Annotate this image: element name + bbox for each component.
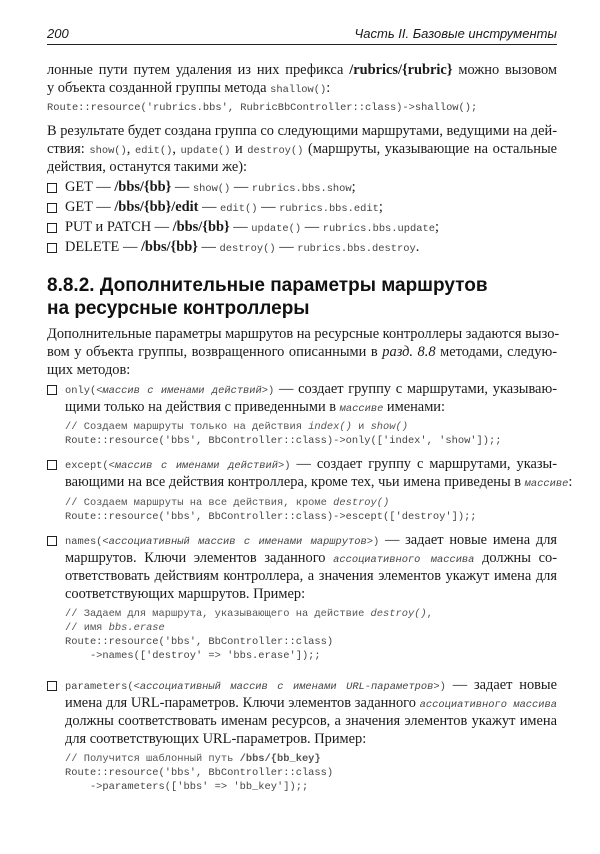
running-header xyxy=(47,24,557,45)
except-code: Route::resource('bbs', BbController::class)->escept(['destroy']);; xyxy=(65,511,477,523)
parameters-code-line-1: Route::resource('bbs', BbController::class) xyxy=(65,767,334,779)
checkbox-bullet-icon xyxy=(47,243,57,253)
except-code-comment: // Создаем маршруты на все действия, кроме destroy() xyxy=(65,497,390,509)
only-desc-line-2: щими только на действия с приведенными в массиве именами: xyxy=(65,399,445,415)
only-code-comment: // Создаем маршруты только на действия index() и show() xyxy=(65,421,408,433)
parameters-code-line-2: ->parameters(['bbs' => 'bb_key']);; xyxy=(65,781,309,793)
checkbox-bullet-icon xyxy=(47,223,57,233)
names-desc-line-4: соответствующих маршрутов. Пример: xyxy=(65,586,306,602)
checkbox-bullet-icon xyxy=(47,460,57,470)
section-para-3: щих методов: xyxy=(47,362,131,378)
names-code-comment-2: // имя bbs.erase xyxy=(65,622,165,634)
route-item: GET — /bbs/{bb}/edit — edit() — rubrics.bbs.edit; xyxy=(65,199,383,215)
section-para-1: Дополнительные параметры маршрутов на ресурсные контроллеры задаются вызо- xyxy=(47,326,560,342)
section-heading-line-2: на ресурсные контроллеры xyxy=(47,298,310,319)
parameters-code-comment: // Получится шаблонный путь /bbs/{bb_key} xyxy=(65,753,321,765)
names-desc-line-2: маршрутов. Ключи элементов заданного ассоциативного массива должны со- xyxy=(65,550,557,566)
checkbox-bullet-icon xyxy=(47,536,57,546)
code-shallow: Route::resource('rubrics.bbs', RubricBbController::class)->shallow(); xyxy=(47,102,478,114)
checkbox-bullet-icon xyxy=(47,681,57,691)
route-item: PUT и PATCH — /bbs/{bb} — update() — rubrics.bbs.update; xyxy=(65,219,439,235)
names-code-line-2: ->names(['destroy' => 'bbs.erase']);; xyxy=(65,650,321,662)
names-code-line-1: Route::resource('bbs', BbController::class) xyxy=(65,636,334,648)
parameters-desc-line-3: должны соответствовать именам ресурсов, а значения элементов укажут имена xyxy=(65,713,557,729)
checkbox-bullet-icon xyxy=(47,203,57,213)
route-item: GET — /bbs/{bb} — show() — rubrics.bbs.show; xyxy=(65,179,356,195)
intro-line-2: у объекта созданной группы метода shallow(): xyxy=(47,80,331,96)
route-item: DELETE — /bbs/{bb} — destroy() — rubrics.bbs.destroy. xyxy=(65,239,420,255)
chapter-title: Часть II. Базовые инструменты xyxy=(354,26,557,41)
names-desc-line-3: ответствовать действиям контроллера, а значения элементов укажут имена для xyxy=(65,568,557,584)
only-code: Route::resource('bbs', BbController::class)->only(['index', 'show']);; xyxy=(65,435,502,447)
page-number: 200 xyxy=(47,26,69,41)
except-desc-line-1: except(<массив с именами действий>) — создает группу с маршрутами, указы- xyxy=(65,456,557,472)
intro-para-3: действия, останутся такими же): xyxy=(47,159,248,175)
intro-para-1: В результате будет создана группа со следующими маршрутами, ведущими на дей- xyxy=(47,123,558,139)
names-code-comment-1: // Задаем для маршрута, указывающего на действие destroy(), xyxy=(65,608,433,620)
checkbox-bullet-icon xyxy=(47,183,57,193)
only-desc-line-1: only(<массив с именами действий>) — создает группу с маршрутами, указываю- xyxy=(65,381,557,397)
parameters-desc-line-2: имена для URL-параметров. Ключи элементов заданного ассоциативного массива xyxy=(65,695,557,711)
intro-line-1: лонные пути путем удаления из них префикса /rubrics/{rubric} можно вызовом xyxy=(47,62,557,78)
intro-para-2: ствия: show(), edit(), update() и destroy() (маршруты, указывающие на остальные xyxy=(47,141,557,157)
names-desc-line-1: names(<ассоциативный массив с именами маршрутов>) — задает новые имена для xyxy=(65,532,557,548)
section-para-2: вом у объекта группы, возвращенного описанными в разд. 8.8 методами, следую- xyxy=(47,344,557,360)
section-heading-line-1: 8.8.2. Дополнительные параметры маршрутов xyxy=(47,275,488,296)
parameters-desc-line-4: для соответствующих URL-параметров. Пример: xyxy=(65,731,367,747)
except-desc-line-2: вающими на все действия контроллера, кроме тех, чьи имена приведены в массиве: xyxy=(65,474,573,490)
parameters-desc-line-1: parameters(<ассоциативный массив с именами URL-параметров>) — задает новые xyxy=(65,677,557,693)
checkbox-bullet-icon xyxy=(47,385,57,395)
